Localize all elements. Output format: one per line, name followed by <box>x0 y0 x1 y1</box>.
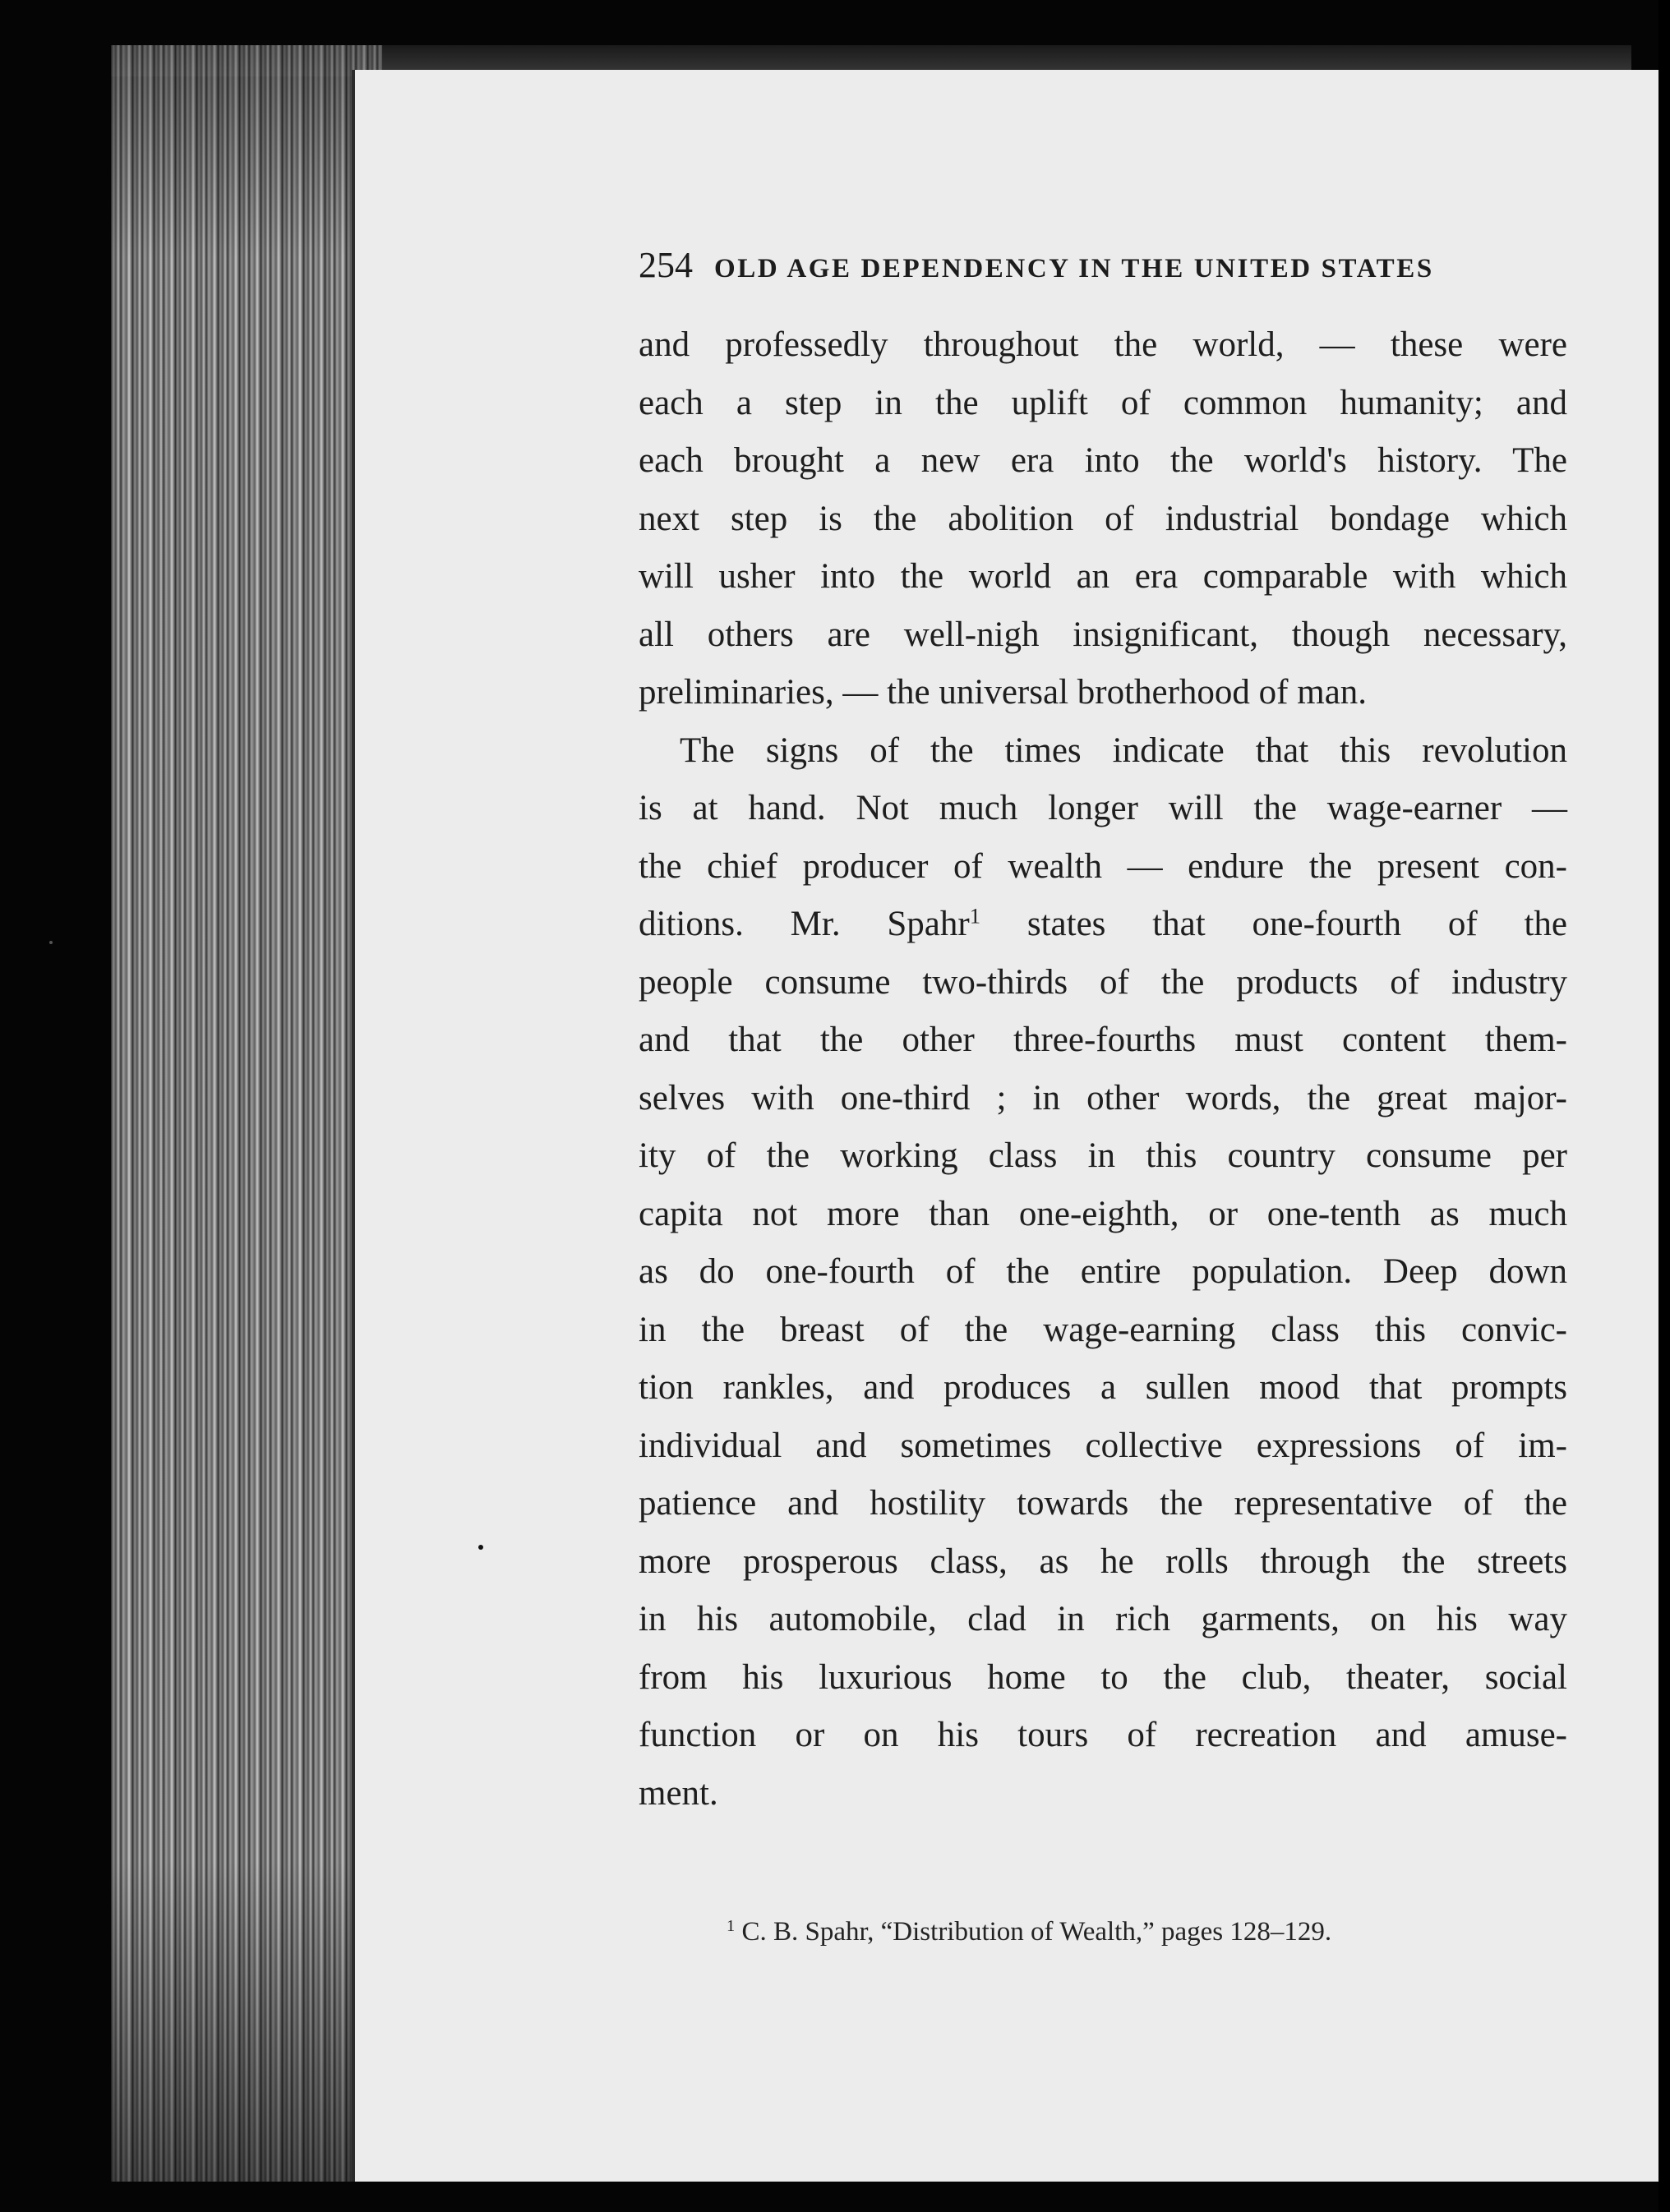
text-line: and professedly throughout the world, — these were <box>639 325 1567 364</box>
text-line: all others are well-nigh insignificant, though necessary, <box>639 615 1567 654</box>
text-line: more prosperous class, as he rolls through the streets <box>639 1541 1567 1581</box>
dust-speck <box>478 1545 483 1550</box>
text-line: and that the other three-fourths must content them- <box>639 1021 1567 1059</box>
footnote-text: C. B. Spahr, “Distribution of Wealth,” pages 128–129. <box>735 1917 1332 1947</box>
footnote-reference: 1 <box>969 903 981 929</box>
text-line: the chief producer of wealth — endure the present con- <box>639 846 1567 886</box>
text-line: individual and sometimes collective expressions of im- <box>639 1426 1567 1465</box>
spahr-line-end: states that one-fourth of the <box>980 905 1567 943</box>
footnote-marker: 1 <box>727 1916 736 1935</box>
text-line: is at hand. Not much longer will the wage-earner — <box>639 789 1567 827</box>
text-line: each brought a new era into the world's history. The <box>639 441 1567 480</box>
text-line: The signs of the times indicate that this revolution <box>680 730 1567 770</box>
footnote <box>727 1917 1573 1947</box>
scan-border <box>1658 0 1670 2212</box>
book-page-edges <box>111 45 382 2182</box>
text-line: in his automobile, clad in rich garments, on his way <box>639 1600 1567 1638</box>
text-line: in the breast of the wage-earning class this convic- <box>639 1310 1567 1349</box>
text-line: tion rankles, and produces a sullen mood that prompts <box>639 1368 1567 1407</box>
text-line: each a step in the uplift of common humanity; and <box>639 383 1567 422</box>
text-line: function or on his tours of recreation and amuse- <box>639 1716 1567 1754</box>
book-page <box>352 70 1662 2182</box>
text-line: ment. <box>639 1773 718 1813</box>
text-line: from his luxurious home to the club, theater, social <box>639 1657 1567 1697</box>
text-line: as do one-fourth of the entire population. Deep down <box>639 1252 1567 1291</box>
page-number: 254 <box>639 245 693 285</box>
text-line: people consume two-thirds of the products of industry <box>639 962 1567 1002</box>
text-line: will usher into the world an era comparable with which <box>639 557 1567 596</box>
text-line: capita not more than one-eighth, or one-tenth as much <box>639 1194 1567 1233</box>
running-title: OLD AGE DEPENDENCY IN THE UNITED STATES <box>714 254 1434 283</box>
spahr-line-start: ditions. Mr. Spahr <box>639 905 970 943</box>
text-line: next step is the abolition of industrial bondage which <box>639 499 1567 538</box>
body-text <box>639 316 1567 1823</box>
dust-speck <box>49 941 53 944</box>
text-line: ity of the working class in this country consume per <box>639 1136 1567 1175</box>
running-head <box>639 244 1658 286</box>
text-line: preliminaries, — the universal brotherhood of man. <box>639 673 1368 712</box>
text-line: selves with one-third ; in other words, the great major- <box>639 1078 1567 1118</box>
text-line: patience and hostility towards the representative of the <box>639 1484 1567 1523</box>
text-line-spahr <box>639 896 1567 954</box>
